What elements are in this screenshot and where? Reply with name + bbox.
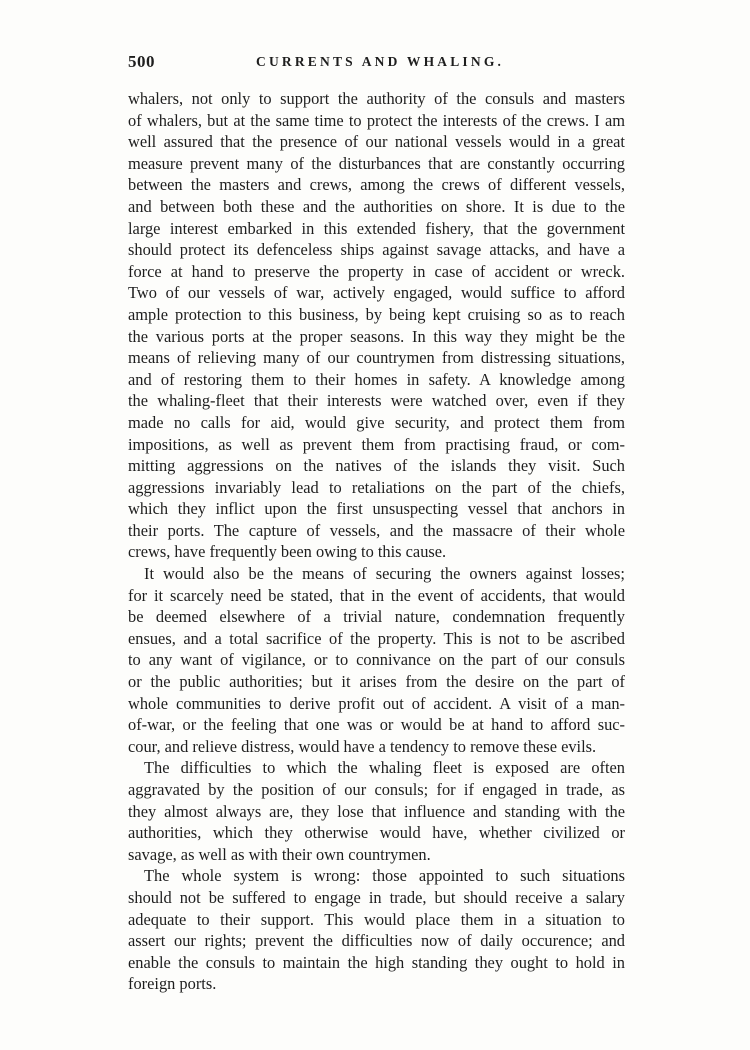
text-line: means of relieving many of our countrymen from distressing situations, — [128, 348, 625, 368]
text-line: aggravated by the position of our consuls; for if engaged in trade, as — [128, 780, 625, 799]
text-line: which they inflict upon the first unsuspecting vessel that anchors in — [128, 499, 625, 519]
text-line: or the public authorities; but it arises from the desire on the part of — [128, 672, 625, 692]
text-line: The whole system is wrong: those appointed to such situations — [144, 866, 625, 886]
text-line: and between both these and the authorities on shore. It is due to the — [128, 196, 625, 216]
text-line: whalers, not only to support the authority of the consuls and masters — [128, 89, 625, 108]
text-line: the whaling-fleet that their interests were watched over, even if they — [128, 391, 625, 411]
text-line: of-war, or the feeling that one was or would be at hand to afford suc- — [128, 715, 625, 735]
text-line: large interest embarked in this extended fishery, that the government — [128, 218, 625, 238]
text-line: savage, as well as with their own countrymen. — [128, 844, 431, 864]
text-line: adequate to their support. This would place them in a situation to — [128, 909, 625, 929]
paragraph — [128, 865, 625, 995]
text-line: and of restoring them to their homes in safety. A knowledge among — [128, 369, 625, 389]
paragraph — [128, 88, 625, 563]
text-line: should protect its defenceless ships against savage attacks, and have a — [128, 240, 625, 260]
text-line: crews, have frequently been owing to this cause. — [128, 542, 447, 562]
text-line: authorities, which they otherwise would have, whether civilized or — [128, 823, 625, 843]
text-line: their ports. The capture of vessels, and the massacre of their whole — [128, 520, 625, 540]
text-line: well assured that the presence of our national vessels would in a great — [128, 132, 625, 152]
text-line: force at hand to preserve the property in case of accident or wreck. — [128, 261, 625, 281]
text-line: ample protection to this business, by being kept cruising so as to reach — [128, 304, 625, 324]
page-number: 500 — [128, 52, 155, 71]
text-line: made no calls for aid, would give security, and protect them from — [128, 412, 625, 432]
text-line: impositions, as well as prevent them from practising fraud, or com- — [128, 434, 625, 454]
text-line: measure prevent many of the disturbances that are constantly occurring — [128, 153, 625, 173]
text-line: be deemed elsewhere of a trivial nature, condemnation frequently — [128, 607, 625, 627]
text-line: should not be suffered to engage in trade, but should receive a salary — [128, 887, 625, 907]
text-line: aggressions invariably lead to retaliations on the part of the chiefs, — [128, 477, 625, 497]
text-line: enable the consuls to maintain the high standing they ought to hold in — [128, 952, 625, 972]
text-line: to any want of vigilance, or to connivance on the part of our consuls — [128, 650, 625, 670]
body-text — [128, 88, 625, 995]
text-line: mitting aggressions on the natives of the islands they visit. Such — [128, 456, 625, 476]
text-line: of whalers, but at the same time to protect the interests of the crews. I am — [128, 110, 625, 130]
text-line: for it scarcely need be stated, that in the event of accidents, that would — [128, 585, 625, 605]
text-line: It would also be the means of securing the owners against losses; — [144, 564, 625, 584]
running-title: CURRENTS AND WHALING. — [256, 54, 505, 69]
text-line: whole communities to derive profit out of accident. A visit of a man- — [128, 693, 625, 713]
page-header — [128, 52, 628, 76]
text-line: foreign ports. — [128, 974, 217, 994]
text-line: The difficulties to which the whaling fleet is exposed are often — [144, 758, 625, 778]
text-line: between the masters and crews, among the crews of different vessels, — [128, 175, 625, 195]
text-line: the various ports at the proper seasons. In this way they might be the — [128, 326, 625, 346]
text-line: ensues, and a total sacrifice of the property. This is not to be ascribed — [128, 628, 625, 648]
paragraph — [128, 757, 625, 865]
text-line: assert our rights; prevent the difficulties now of daily occurence; and — [128, 931, 625, 951]
text-line: cour, and relieve distress, would have a tendency to remove these evils. — [128, 736, 597, 756]
paragraph — [128, 563, 625, 757]
text-line: Two of our vessels of war, actively engaged, would suffice to afford — [128, 283, 625, 303]
text-line: they almost always are, they lose that influence and standing with the — [128, 801, 625, 821]
